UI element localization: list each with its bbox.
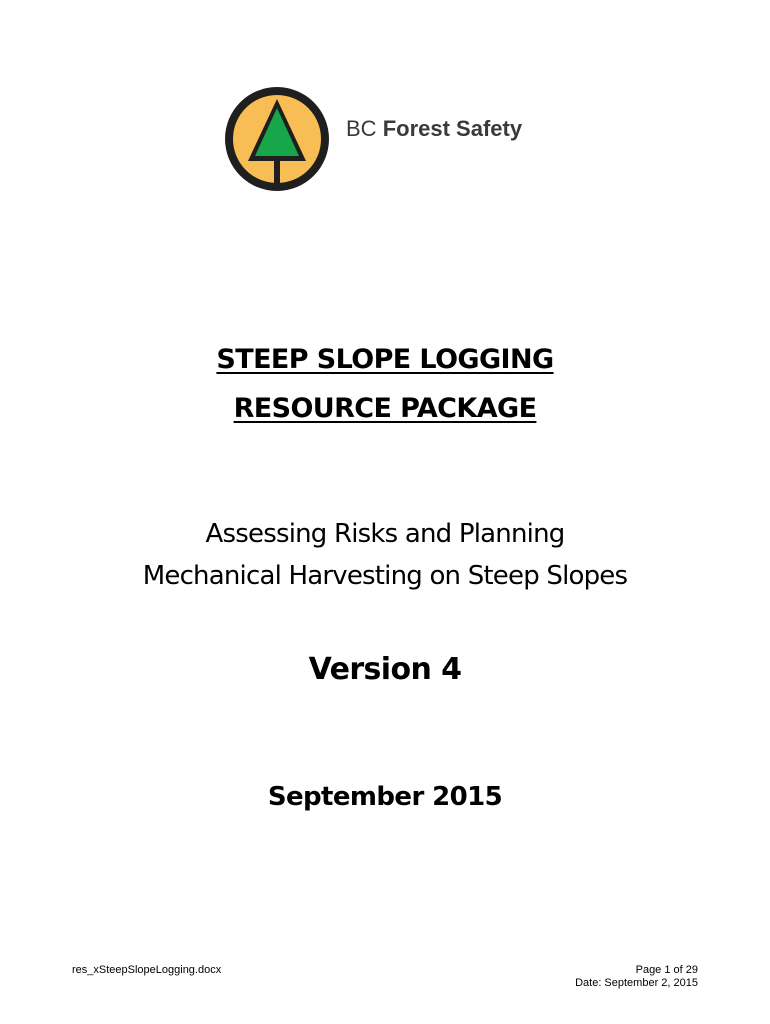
document-subtitle — [0, 513, 770, 597]
subtitle-line-1: Assessing Risks and Planning — [205, 519, 565, 549]
logo-text-light: BC — [346, 116, 383, 141]
bc-forest-safety-logo — [222, 84, 562, 198]
document-title — [0, 335, 770, 433]
footer-date: Date: September 2, 2015 — [575, 977, 698, 989]
footer-page-number: Page 1 of 29 — [635, 964, 698, 976]
footer-page-info — [575, 964, 698, 990]
document-date: September 2015 — [267, 782, 503, 812]
footer-filename: res_xSteepSlopeLogging.docx — [72, 964, 222, 976]
document-version: Version 4 — [308, 652, 462, 687]
title-line-2: RESOURCE PACKAGE — [233, 393, 537, 424]
title-line-1: STEEP SLOPE LOGGING — [216, 344, 554, 375]
logo-wordmark — [346, 116, 522, 142]
tree-logo-icon — [222, 84, 332, 194]
logo-text-bold: Forest Safety — [382, 116, 523, 141]
subtitle-line-2: Mechanical Harvesting on Steep Slopes — [142, 561, 628, 591]
